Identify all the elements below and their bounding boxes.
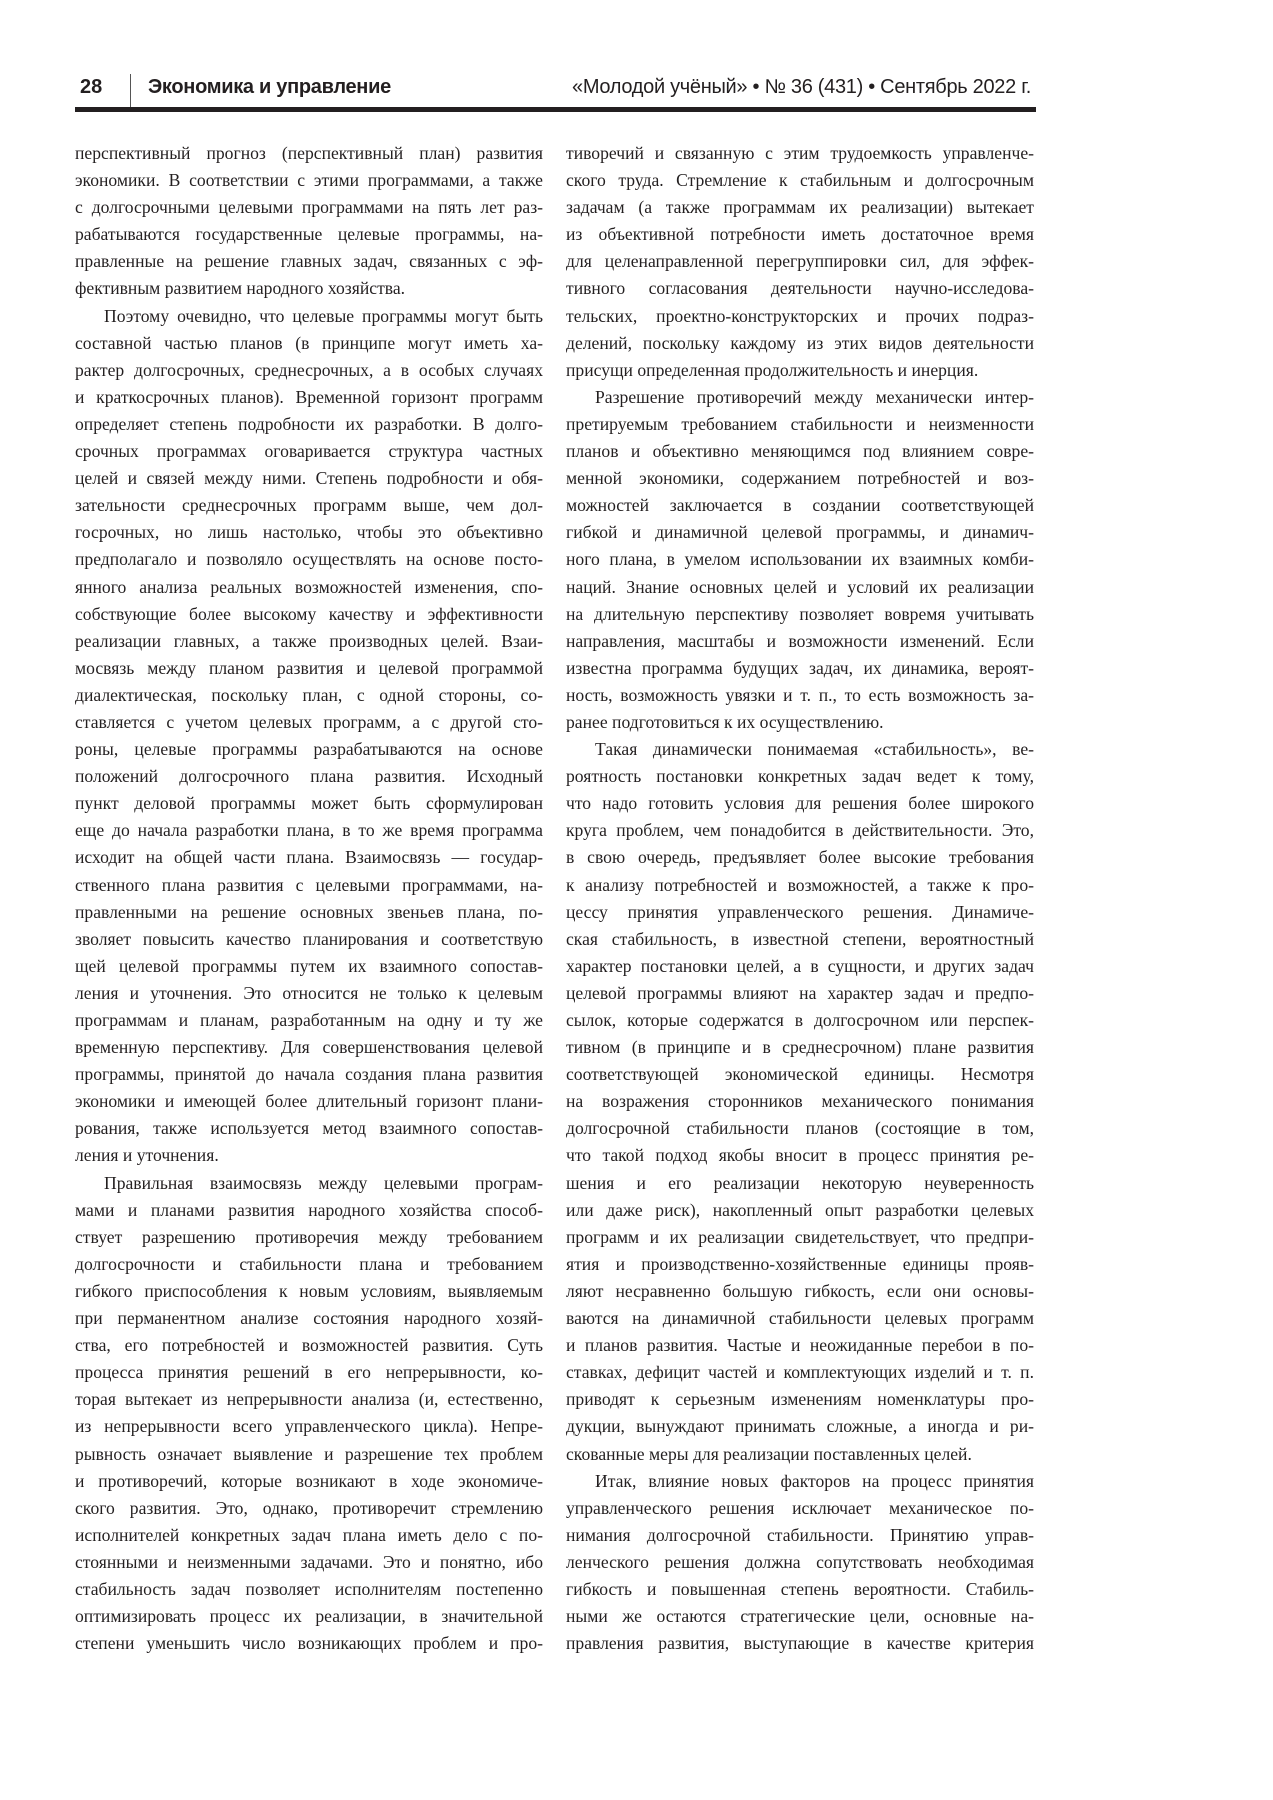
- page-number: 28: [80, 76, 103, 98]
- text-line: Правильная взаимосвязь между целевыми програм-: [104, 1172, 543, 1193]
- text-line: Разрешение противоречий между механически интер-: [595, 386, 1034, 407]
- text-line: правленные на решение главных задач, связанных с эф-: [75, 251, 543, 272]
- text-line: ными же остаются стратегические цели, основные на-: [566, 1606, 1034, 1627]
- text-line: процесса принятия решений в его непрерывности, ко-: [75, 1362, 543, 1383]
- header-rule: [75, 107, 1036, 112]
- text-line: на длительную перспективу позволяет вовремя учитывать: [566, 603, 1034, 624]
- text-line: пункт деловой программы может быть сформулирован: [75, 793, 543, 814]
- text-line: тельских, проектно-конструкторских и прочих подраз-: [566, 305, 1034, 326]
- text-line: шения и его реализации некоторую неуверенность: [566, 1172, 1034, 1193]
- text-line: еще до начала разработки плана, в то же время программа: [75, 820, 543, 841]
- text-line: составной частью планов (в принципе могут иметь ха-: [75, 332, 543, 353]
- text-line: что такой подход якобы вносит в процесс принятия ре-: [566, 1145, 1034, 1166]
- text-line: к анализу потребностей и возможностей, а также к про-: [566, 874, 1034, 895]
- text-line: ствует разрешению противоречия между требованием: [75, 1226, 543, 1247]
- text-line: определяет степень подробности их разработки. В долго-: [75, 413, 543, 434]
- text-line: нимания долгосрочной стабильности. Принятию управ-: [566, 1524, 1034, 1545]
- text-line: ленческого решения должна сопутствовать необходимая: [566, 1551, 1034, 1572]
- text-line: делений, поскольку каждому из этих видов деятельности: [566, 332, 1034, 353]
- text-line: что надо готовить условия для решения более широкого: [566, 793, 1034, 814]
- text-line: гибкой и динамичной целевой программы, и динамич-: [566, 522, 1034, 543]
- text-line: ного плана, в умелом использовании их взаимных комби-: [566, 549, 1034, 570]
- text-line: из объективной потребности иметь достаточное время: [566, 224, 1034, 245]
- text-line: собствующие более высокому качеству и эффективности: [75, 603, 543, 624]
- text-line: сылок, которые содержатся в долгосрочном или перспек-: [566, 1010, 1034, 1030]
- text-line: мами и планами развития народного хозяйства способ-: [75, 1199, 543, 1220]
- text-line: стабильность задач позволяет исполнителям постепенно: [75, 1578, 543, 1599]
- text-line: положений долгосрочного плана развития. Исходный: [75, 766, 543, 787]
- text-line: круга проблем, чем понадобится в действительности. Это,: [566, 820, 1034, 841]
- text-line: степени уменьшить число возникающих проблем и про-: [75, 1633, 543, 1654]
- text-line: цессу принятия управленческого решения. Динамиче-: [566, 901, 1034, 922]
- text-line: планов и объективно меняющимся под влиянием совре-: [566, 441, 1034, 462]
- text-line: целей и связей между ними. Степень подробности и обя-: [75, 468, 543, 489]
- text-line: ского труда. Стремление к стабильным и долгосрочным: [566, 170, 1034, 191]
- text-line: ская стабильность, в известной степени, вероятностный: [566, 928, 1034, 949]
- text-line: Поэтому очевидно, что целевые программы могут быть: [104, 305, 543, 326]
- text-line: с долгосрочными целевыми программами на пять лет раз-: [75, 197, 543, 218]
- text-line: соответствующей экономической единицы. Несмотря: [566, 1064, 1034, 1085]
- text-line: гибкость и повышенная степень вероятности. Стабиль-: [566, 1578, 1034, 1599]
- text-line: программ и их реализации свидетельствует, что предпри-: [566, 1226, 1034, 1247]
- text-line: щей целевой программы путем их взаимного сопостав-: [75, 955, 543, 976]
- text-line: правления развития, выступающие в качестве критерия: [566, 1633, 1034, 1654]
- text-line: управленческого решения исключает механическое по-: [566, 1497, 1034, 1518]
- text-line: на возражения сторонников механического понимания: [566, 1091, 1034, 1112]
- text-line: предполагало и позволяло осуществлять на основе посто-: [75, 549, 543, 570]
- text-line: ставках, дефицит частей и комплектующих изделий и т. п.: [566, 1362, 1034, 1383]
- text-line: оптимизировать процесс их реализации, в значительной: [75, 1606, 543, 1627]
- text-line: стоянными и неизменными задачами. Это и понятно, ибо: [75, 1551, 543, 1572]
- text-line: и противоречий, которые возникают в ходе экономиче-: [75, 1470, 543, 1491]
- text-line: роны, целевые программы разрабатываются на основе: [75, 739, 543, 760]
- text-line: гибкого приспособления к новым условиям, выявляемым: [75, 1280, 543, 1301]
- text-line: характер постановки целей, а в сущности, и других задач: [566, 955, 1034, 976]
- text-line: фективным развитием народного хозяйства.: [75, 278, 406, 299]
- text-column-left: [75, 140, 543, 1657]
- text-line: для целенаправленной перегруппировки сил, для эффек-: [566, 251, 1034, 272]
- text-line: Такая динамически понимаемая «стабильность», ве-: [595, 739, 1034, 760]
- text-line: срочных программах оговаривается структура частных: [75, 441, 543, 462]
- text-line: при перманентном анализе состояния народного хозяй-: [75, 1308, 543, 1329]
- text-line: мосвязь между планом развития и целевой программой: [75, 657, 543, 678]
- text-line: ляют несравненно большую гибкость, если они основы-: [566, 1280, 1034, 1301]
- text-line: приводят к серьезным изменениям номенклатуры про-: [566, 1389, 1034, 1410]
- text-line: рывность означает выявление и разрешение тех проблем: [75, 1443, 543, 1464]
- text-line: ятия и производственно-хозяйственные единицы прояв-: [566, 1253, 1034, 1274]
- text-line: ственного плана развития с целевыми программами, на-: [75, 874, 543, 895]
- text-line: тивном (в принципе и в среднесрочном) плане развития: [566, 1037, 1034, 1058]
- text-line: правленными на решение основных звеньев плана, по-: [75, 901, 543, 922]
- text-line: рования, также используется метод взаимного сопостав-: [75, 1118, 543, 1139]
- text-line: скованные меры для реализации поставленных целей.: [566, 1443, 972, 1464]
- text-line: и планов развития. Частые и неожиданные перебои в по-: [566, 1335, 1034, 1356]
- text-line: янного анализа реальных возможностей изменения, спо-: [75, 576, 543, 597]
- text-column-right: [566, 140, 1034, 1657]
- text-line: ского развития. Это, однако, противоречит стремлению: [75, 1497, 543, 1518]
- text-line: присущи определенная продолжительность и инерция.: [566, 359, 979, 380]
- text-line: роятность постановки конкретных задач ведет к тому,: [566, 766, 1034, 787]
- header-divider: [130, 74, 131, 108]
- text-line: временную перспективу. Для совершенствования целевой: [75, 1037, 543, 1058]
- text-line: программам и планам, разработанным на одну и ту же: [75, 1010, 543, 1030]
- text-line: из непрерывности всего управленческого цикла). Непре-: [75, 1416, 543, 1437]
- text-line: экономики. В соответствии с этими программами, а также: [75, 170, 543, 191]
- text-line: ранее подготовиться к их осуществлению.: [566, 711, 884, 732]
- text-line: исполнителей конкретных задач плана иметь дело с по-: [75, 1524, 543, 1545]
- running-header: [78, 74, 1035, 104]
- text-line: ления и уточнения. Это относится не только к целевым: [75, 982, 543, 1003]
- text-line: претируемым требованием стабильности и неизменности: [566, 413, 1034, 434]
- text-line: экономики и имеющей более длительный горизонт плани-: [75, 1091, 543, 1112]
- text-line: тиворечий и связанную с этим трудоемкость управленче-: [566, 143, 1034, 163]
- text-line: торая вытекает из непрерывности анализа (и, естественно,: [75, 1389, 543, 1410]
- section-title: Экономика и управление: [148, 76, 391, 98]
- text-line: ваются на динамичной стабильности целевых программ: [566, 1308, 1034, 1329]
- text-line: ства, его потребностей и возможностей развития. Суть: [75, 1335, 543, 1356]
- text-line: в свою очередь, предъявляет более высокие требования: [566, 847, 1034, 868]
- text-line: диалектическая, поскольку план, с одной стороны, со-: [75, 684, 543, 705]
- text-line: задачам (а также программам их реализации) вытекает: [566, 197, 1034, 218]
- text-line: ставляется с учетом целевых программ, а с другой сто-: [75, 711, 543, 732]
- text-line: программы, принятой до начала создания плана развития: [75, 1064, 543, 1085]
- text-line: перспективный прогноз (перспективный план) развития: [75, 143, 543, 163]
- text-line: дукции, вынуждают принимать сложные, а иногда и ри-: [566, 1416, 1034, 1437]
- text-line: госрочных, но лишь настолько, чтобы это объективно: [75, 522, 543, 543]
- text-line: менной экономики, содержанием потребностей и воз-: [566, 468, 1034, 489]
- text-line: можностей заключается в создании соответствующей: [566, 495, 1034, 516]
- text-line: известна программа будущих задач, их динамика, вероят-: [566, 657, 1034, 678]
- text-line: реализации главных, а также производных целей. Взаи-: [75, 630, 543, 651]
- text-line: целевой программы влияют на характер задач и предпо-: [566, 982, 1034, 1003]
- text-line: зательности среднесрочных программ выше, чем дол-: [75, 495, 543, 516]
- journal-info: «Молодой учёный» • № 36 (431) • Сентябрь 2022 г.: [572, 76, 1031, 98]
- text-line: ления и уточнения.: [75, 1145, 219, 1166]
- text-line: рактер долгосрочных, среднесрочных, а в особых случаях: [75, 359, 543, 380]
- text-line: тивного согласования деятельности научно-исследова-: [566, 278, 1034, 299]
- text-line: долгосрочности и стабильности плана и требованием: [75, 1253, 543, 1274]
- text-line: долгосрочной стабильности планов (состоящие в том,: [566, 1118, 1034, 1139]
- text-line: ность, возможность увязки и т. п., то есть возможность за-: [566, 684, 1034, 705]
- text-line: зволяет повысить качество планирования и соответствую: [75, 928, 543, 949]
- text-line: рабатываются государственные целевые программы, на-: [75, 224, 543, 245]
- text-line: исходит на общей части плана. Взаимосвязь — государ-: [75, 847, 543, 868]
- text-line: наций. Знание основных целей и условий их реализации: [566, 576, 1034, 597]
- text-line: или даже риск), накопленный опыт разработки целевых: [566, 1199, 1034, 1220]
- text-line: направления, масштабы и возможности изменений. Если: [566, 630, 1034, 651]
- text-line: и краткосрочных планов). Временной горизонт программ: [75, 386, 543, 407]
- text-line: Итак, влияние новых факторов на процесс принятия: [595, 1470, 1034, 1491]
